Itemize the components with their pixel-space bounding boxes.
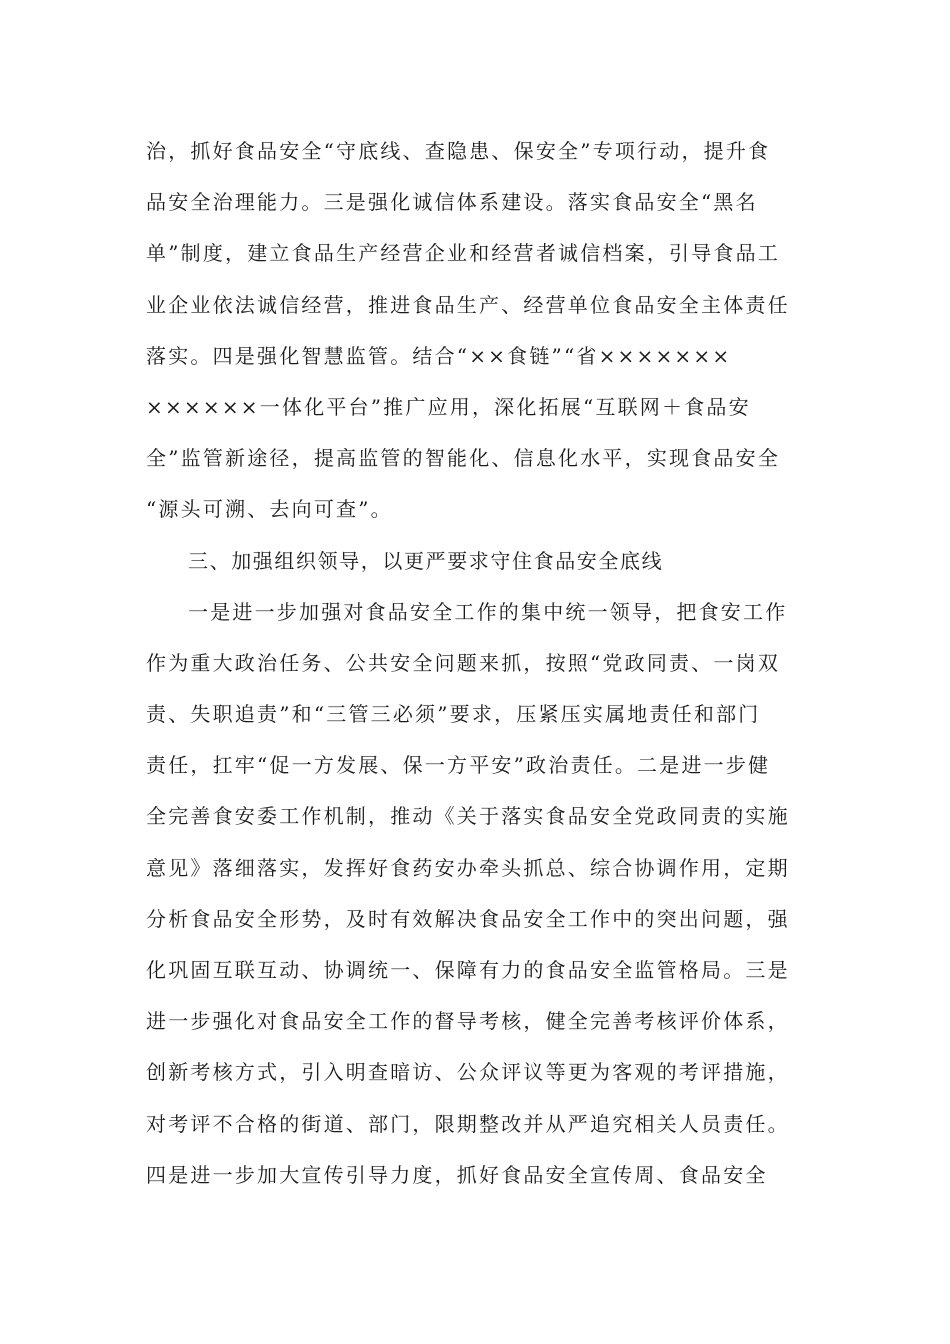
text-line: 业企业依法诚信经营，推进食品生产、经营单位食品安全主体责任 xyxy=(146,292,790,317)
paragraph-main xyxy=(146,587,806,1201)
section-heading: 三、加强组织领导，以更严要求守住食品安全底线 xyxy=(188,548,664,573)
text-line: 化巩固互联互动、协调统一、保障有力的食品安全监管格局。三是 xyxy=(146,958,790,982)
text-line: 分析食品安全形势，及时有效解决食品安全工作中的突出问题，强 xyxy=(146,906,790,931)
text-line: ××××××一体化平台”推广应用，深化拓展“互联网＋食品安 xyxy=(146,394,751,419)
text-line: 四是进一步加大宣传引导力度，抓好食品安全宣传周、食品安全 xyxy=(146,1162,768,1187)
paragraph-continuation xyxy=(146,126,806,536)
text-line: 对考评不合格的街道、部门，限期整改并从严追究相关人员责任。 xyxy=(146,1111,790,1136)
text-line: 创新考核方式，引入明查暗访、公众评议等更为客观的考评措施， xyxy=(146,1060,790,1085)
text-line: 全”监管新途径，提高监管的智能化、信息化水平，实现食品安全 xyxy=(146,446,781,471)
text-line: 单”制度，建立食品生产经营企业和经营者诚信档案，引导食品工 xyxy=(146,241,781,266)
document-body xyxy=(146,126,806,1201)
text-line: 进一步强化对食品安全工作的督导考核，健全完善考核评价体系， xyxy=(146,1009,790,1034)
text-line: 品安全治理能力。三是强化诚信体系建设。落实食品安全“黑名 xyxy=(146,190,758,215)
text-line: 意见》落细落实，发挥好食药安办牵头抓总、综合协调作用，定期 xyxy=(146,855,790,880)
text-line: 作为重大政治任务、公共安全问题来抓，按照“党政同责、一岗双 xyxy=(146,650,781,675)
text-line: 治，抓好食品安全“守底线、查隐患、保安全”专项行动，提升食 xyxy=(146,139,771,163)
text-line: 全完善食安委工作机制，推动《关于落实食品安全党政同责的实施 xyxy=(146,804,790,829)
text-line: 落实。四是强化智慧监管。结合“××食链”“省××××××× xyxy=(146,343,732,368)
text-line: 一是进一步加强对食品安全工作的集中统一领导，把食安工作 xyxy=(188,599,788,624)
text-line: 责任，扛牢“促一方发展、保一方平安”政治责任。二是进一步健 xyxy=(146,753,771,778)
text-line: 责、失职追责”和“三管三必须”要求，压紧压实属地责任和部门 xyxy=(146,702,761,727)
text-line: “源头可溯、去向可查”。 xyxy=(146,497,393,522)
